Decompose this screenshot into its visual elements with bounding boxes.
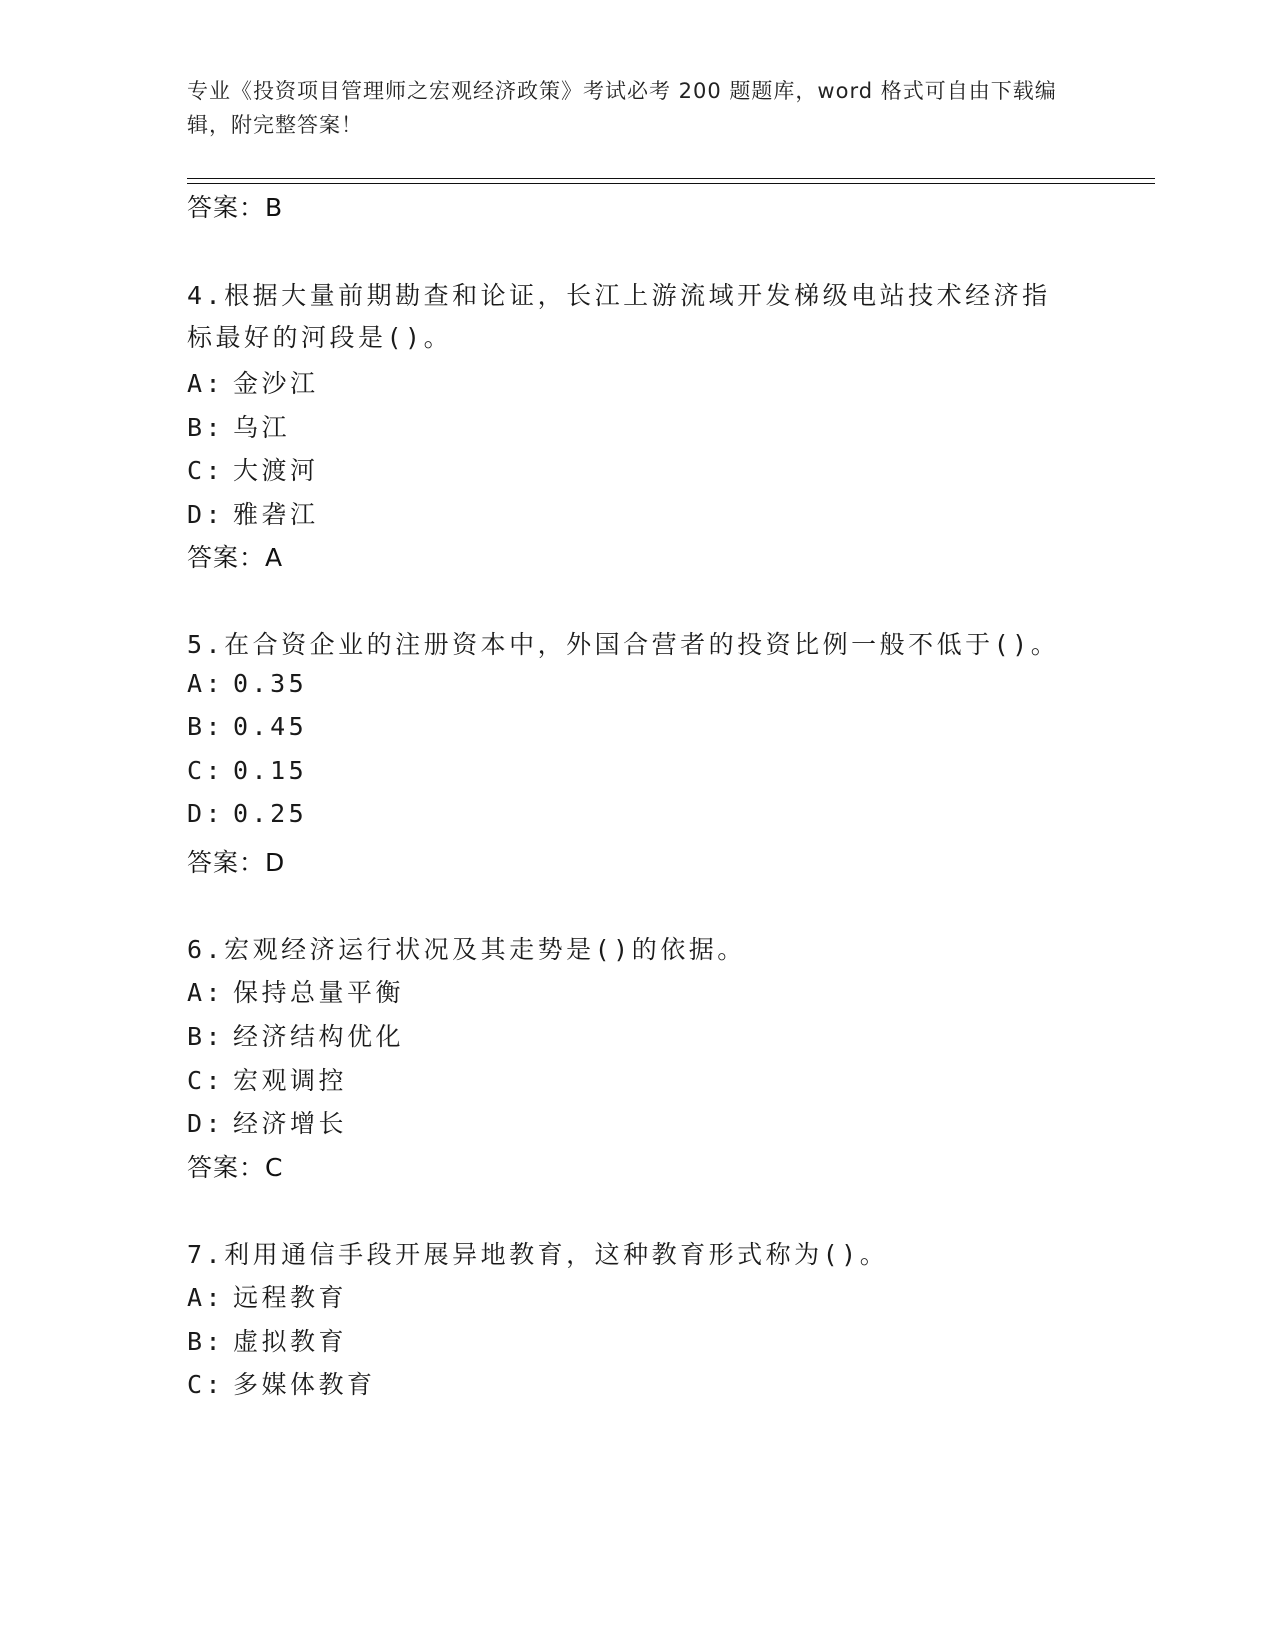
- option-text: 经济结构优化: [233, 1022, 405, 1051]
- answer-value: C: [265, 1153, 284, 1182]
- option-text: 宏观调控: [233, 1066, 348, 1095]
- option-text: 虚拟教育: [233, 1327, 348, 1356]
- header-rule-bottom: [187, 183, 1155, 184]
- option-a: [187, 669, 307, 698]
- option-key: B:: [187, 413, 225, 442]
- answer-label: 答案：: [187, 193, 266, 222]
- answer-line: [187, 188, 283, 224]
- option-text: 经济增长: [233, 1109, 348, 1138]
- option-b: [187, 1017, 404, 1053]
- option-text: 远程教育: [233, 1283, 348, 1312]
- option-key: C:: [187, 456, 225, 485]
- option-text: 乌江: [233, 413, 291, 442]
- option-key: C:: [187, 1066, 225, 1095]
- answer-label: 答案：: [187, 543, 266, 572]
- option-d: [187, 799, 307, 828]
- option-c: [187, 756, 307, 785]
- option-key: D:: [187, 500, 225, 529]
- option-key: B:: [187, 1327, 225, 1356]
- option-key: C:: [187, 756, 225, 785]
- option-key: D:: [187, 799, 225, 828]
- answer-value: D: [265, 848, 286, 877]
- option-key: D:: [187, 1109, 225, 1138]
- header-rule-top: [187, 178, 1155, 179]
- option-key: A:: [187, 669, 225, 698]
- answer-label: 答案：: [187, 1153, 266, 1182]
- option-text: 0.45: [233, 712, 308, 741]
- document-header: 专业《投资项目管理师之宏观经济政策》考试必考 200 题题库，word 格式可自由下载编辑，附完整答案！: [187, 79, 1057, 137]
- option-text: 保持总量平衡: [233, 978, 405, 1007]
- answer-label: 答案：: [187, 848, 266, 877]
- option-key: B:: [187, 712, 225, 741]
- question-stem: 7.利用通信手段开展异地教育，这种教育形式称为()。: [187, 1240, 889, 1269]
- question-stem: 6.宏观经济运行状况及其走势是()的依据。: [187, 935, 746, 964]
- option-c: [187, 451, 319, 487]
- option-text: 多媒体教育: [233, 1370, 376, 1399]
- option-c: [187, 1365, 376, 1401]
- option-a: [187, 973, 404, 1009]
- option-key: B:: [187, 1022, 225, 1051]
- answer-line: [187, 843, 285, 879]
- option-key: A:: [187, 369, 225, 398]
- option-d: [187, 1104, 347, 1140]
- option-key: A:: [187, 1283, 225, 1312]
- answer-line: [187, 538, 283, 574]
- option-text: 0.15: [233, 756, 308, 785]
- option-b: [187, 712, 307, 741]
- answer-value: B: [265, 193, 284, 222]
- question-stem-continued: 标最好的河段是()。: [187, 323, 453, 352]
- option-d: [187, 495, 319, 531]
- option-text: 大渡河: [233, 456, 319, 485]
- option-a: [187, 364, 319, 400]
- option-a: [187, 1278, 347, 1314]
- answer-value: A: [265, 543, 284, 572]
- option-c: [187, 1061, 347, 1097]
- option-b: [187, 1322, 347, 1358]
- option-text: 0.35: [233, 669, 308, 698]
- answer-line: [187, 1148, 283, 1184]
- option-b: [187, 408, 290, 444]
- option-text: 金沙江: [233, 369, 319, 398]
- question-stem: 5.在合资企业的注册资本中，外国合营者的投资比例一般不低于()。: [187, 630, 1060, 659]
- option-text: 0.25: [233, 799, 308, 828]
- option-text: 雅砻江: [233, 500, 319, 529]
- question-stem: 4.根据大量前期勘查和论证，长江上游流域开发梯级电站技术经济指: [187, 281, 1051, 310]
- option-key: A:: [187, 978, 225, 1007]
- option-key: C:: [187, 1370, 225, 1399]
